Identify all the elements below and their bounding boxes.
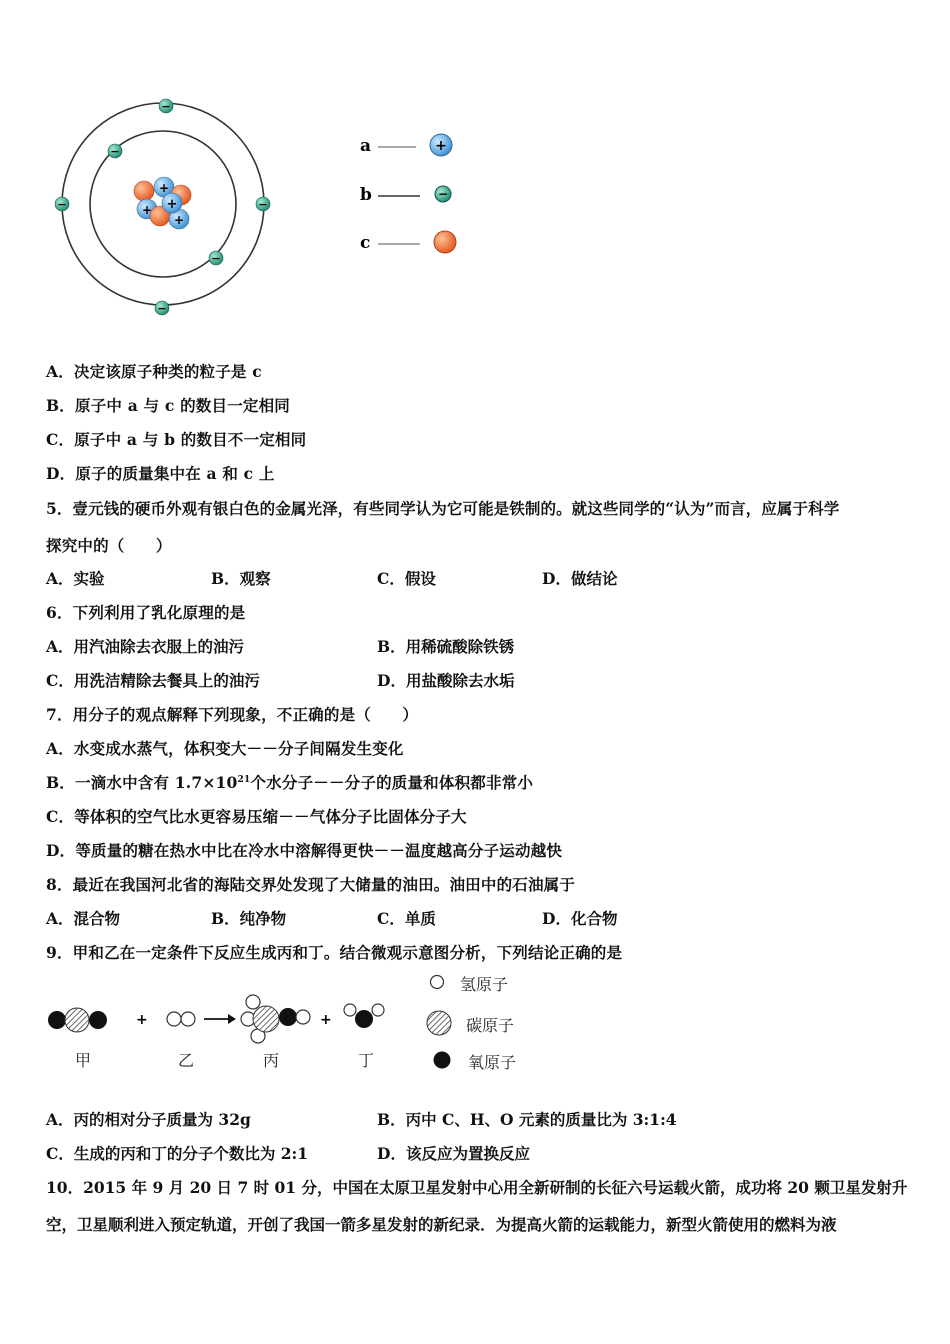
q4-option-b: B．原子中 a 与 c 的数目一定相同 bbox=[46, 396, 290, 415]
svg-text:−: − bbox=[437, 187, 449, 201]
q5-option-c: C．假设 bbox=[377, 569, 436, 588]
svg-text:+: + bbox=[435, 138, 447, 154]
plus-sign-1: + bbox=[136, 1012, 148, 1028]
reaction-arrow bbox=[204, 1014, 236, 1024]
q6-option-a: A．用汽油除去衣服上的油污 bbox=[46, 637, 245, 656]
label-jia: 甲 bbox=[75, 1051, 92, 1070]
q9-option-a: A．丙的相对分子质量为 32g bbox=[46, 1110, 251, 1129]
q7-option-b bbox=[46, 771, 533, 793]
q9-option-b: B．丙中 C、H、O 元素的质量比为 3:1:4 bbox=[377, 1110, 677, 1129]
svg-text:+: + bbox=[166, 197, 178, 212]
legend-carbon: 碳原子 bbox=[466, 1016, 515, 1035]
legend-c-label: c bbox=[360, 233, 371, 253]
legend-b-label: b bbox=[360, 185, 372, 205]
carbon-atom-icon bbox=[427, 1011, 451, 1035]
label-ding: 丁 bbox=[358, 1051, 375, 1070]
svg-text:−: − bbox=[161, 100, 171, 113]
q5-option-a: A．实验 bbox=[46, 569, 105, 588]
q4-option-d: D．原子的质量集中在 a 和 c 上 bbox=[46, 464, 275, 483]
q10-stem-line2: 空，卫星顺利进入预定轨道，开创了我国一箭多星发射的新纪录．为提高火箭的运载能力，新型火箭使用的燃料为液 bbox=[46, 1215, 837, 1234]
q7-option-d: D．等质量的糖在热水中比在冷水中溶解得更快－－温度越高分子运动越快 bbox=[46, 841, 563, 860]
q6-option-d: D．用盐酸除去水垢 bbox=[377, 671, 515, 690]
svg-text:−: − bbox=[258, 198, 268, 211]
svg-text:−: − bbox=[211, 252, 221, 265]
q7-option-b-post: 个水分子－－分子的质量和体积都非常小 bbox=[250, 773, 534, 792]
q8-option-b: B．纯净物 bbox=[211, 909, 287, 928]
molecule-ding bbox=[344, 1004, 384, 1028]
q6-stem: 6．下列利用了乳化原理的是 bbox=[46, 603, 246, 622]
q8-option-c: C．单质 bbox=[377, 909, 436, 928]
q5-option-b: B．观察 bbox=[211, 569, 271, 588]
svg-text:+: + bbox=[173, 213, 185, 227]
q7-option-a: A．水变成水蒸气，体积变大－－分子间隔发生变化 bbox=[46, 739, 404, 758]
q9-stem: 9．甲和乙在一定条件下反应生成丙和丁。结合微观示意图分析，下列结论正确的是 bbox=[46, 943, 623, 962]
particle-legend bbox=[350, 128, 480, 258]
svg-text:−: − bbox=[110, 145, 120, 158]
svg-text:−: − bbox=[157, 302, 167, 315]
q7-option-b-exponent: 21 bbox=[237, 775, 251, 785]
q7-option-c: C．等体积的空气比水更容易压缩－－气体分子比固体分子大 bbox=[46, 807, 467, 826]
neutron-icon bbox=[434, 231, 456, 253]
oxygen-atom-icon bbox=[434, 1052, 451, 1069]
svg-text:−: − bbox=[57, 198, 67, 211]
q7-option-b-pre: B．一滴水中含有 1.7×10 bbox=[46, 773, 238, 792]
q7-stem: 7．用分子的观点解释下列现象，不正确的是（ ） bbox=[46, 705, 419, 724]
label-bing: 丙 bbox=[263, 1051, 280, 1070]
q8-stem: 8．最近在我国河北省的海陆交界处发现了大储量的油田。油田中的石油属于 bbox=[46, 875, 576, 894]
hydrogen-atom-icon bbox=[431, 976, 444, 989]
svg-text:+: + bbox=[158, 181, 170, 195]
q6-option-c: C．用洗洁精除去餐具上的油污 bbox=[46, 671, 260, 690]
q8-option-a: A．混合物 bbox=[46, 909, 121, 928]
legend-oxygen: 氧原子 bbox=[468, 1053, 517, 1072]
q6-option-b: B．用稀硫酸除铁锈 bbox=[377, 637, 515, 656]
plus-sign-2: + bbox=[320, 1012, 332, 1028]
q8-option-d: D．化合物 bbox=[542, 909, 618, 928]
q5-option-d: D．做结论 bbox=[542, 569, 618, 588]
q5-stem-line1: 5．壹元钱的硬币外观有银白色的金属光泽，有些同学认为它可能是铁制的。就这些同学的“认为”而言，应属于科学 bbox=[46, 499, 840, 518]
q10-stem-line1: 10．2015 年 9 月 20 日 7 时 01 分，中国在太原卫星发射中心用全新研制的长征六号运载火箭，成功将 20 颗卫星发射升 bbox=[46, 1178, 908, 1197]
molecule-jia bbox=[48, 1008, 107, 1032]
q4-option-c: C．原子中 a 与 b 的数目不一定相同 bbox=[46, 430, 307, 449]
q5-stem-line2: 探究中的（ ） bbox=[46, 536, 172, 555]
legend-a-label: a bbox=[360, 136, 372, 156]
molecule-yi bbox=[167, 1012, 195, 1026]
nucleus bbox=[134, 177, 191, 229]
q9-option-c: C．生成的丙和丁的分子个数比为 2:1 bbox=[46, 1144, 309, 1163]
svg-text:+: + bbox=[141, 203, 153, 217]
atom-model-figure bbox=[48, 96, 288, 318]
molecule-bing bbox=[241, 995, 310, 1043]
q4-option-a: A．决定该原子种类的粒子是 c bbox=[46, 362, 262, 381]
label-yi: 乙 bbox=[178, 1051, 195, 1070]
legend-hydrogen: 氢原子 bbox=[460, 975, 509, 994]
q9-option-d: D．该反应为置换反应 bbox=[377, 1144, 530, 1163]
